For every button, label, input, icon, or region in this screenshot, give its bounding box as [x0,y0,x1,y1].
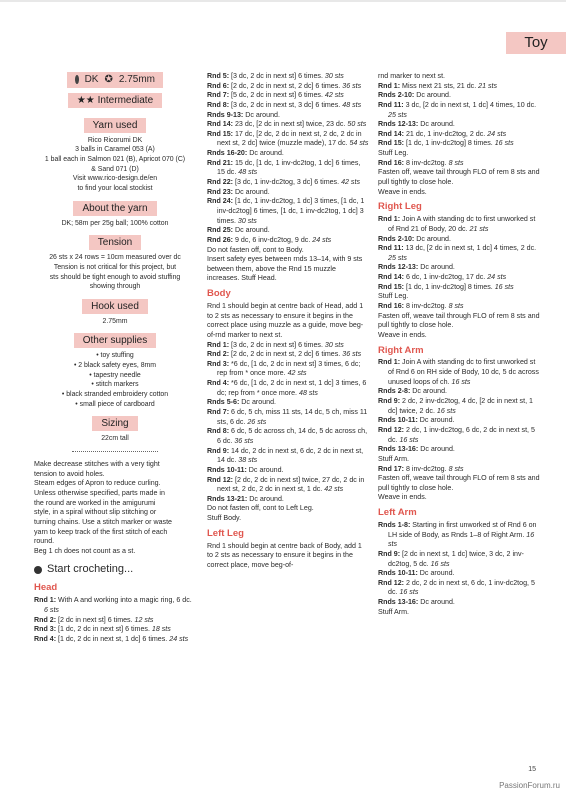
round-text: 21 dc, 1 inv-dc2tog, 2 dc. [404,129,488,138]
round-label: Rnds 13-21: [207,494,248,503]
round-label: Rnd 3: [34,625,57,634]
note-line: turning chains. Use a stitch marker or waste [34,517,172,526]
round-text: Dc around. [418,263,455,272]
round-label: Rnd 5: [207,72,230,80]
instruction-line [378,235,540,245]
note-line: style, in a spiral without slip stitching or [34,508,157,517]
instruction-line [378,91,540,101]
round-label: Rnd 11: [378,100,404,109]
paragraph: Rnd 1 should begin at centre back of Head, add 1 to 2 sts as necessary to ensure it begins in the correct place using muzzle as a guide, move beg-of-rnd marker to next st. [207,302,364,339]
round-label: Rnds 10-11: [378,569,418,578]
yarn-weight: DK [84,74,99,85]
round-label: Rnd 1: [378,215,401,224]
round-text: Dc around. [247,149,284,158]
info-section [34,118,196,194]
round-label: Rnds 2-10: [378,91,415,100]
instruction-line [207,101,369,111]
note-line: Make decrease stitches with a very tight [34,460,160,469]
round-text: [1 dc, 2 dc in next st] 6 times. [56,625,152,634]
instruction-line [207,82,369,92]
round-label: Rnd 1: [378,358,401,367]
start-crocheting-heading [34,562,196,577]
round-text: [2 dc in next st] 6 times. [56,615,135,624]
round-label: Rnds 16-20: [207,149,248,158]
instruction-line [378,101,540,120]
info-section [34,416,196,444]
column-1 [34,72,196,772]
instruction-line [207,159,369,178]
round-text: Join A with standing dc to first unworked st of Rnd 6 on RH side of Body, 10 dc, 5 dc across unused loops of ch. [388,358,539,386]
info-sections [34,118,196,444]
section-line: & Sand 071 (D) [91,165,139,173]
stitch-count: 24 sts [487,129,507,138]
round-text: Miss next 21 sts, 21 dc. [400,81,479,90]
stitch-count: 54 sts [349,139,369,148]
stitch-count: 12 sts [134,615,154,624]
round-text: [2 dc, 2 dc in next st] twice, 27 dc, 2 dc in next st, 2 dc, 2 dc in next st, 1 dc. [217,475,365,494]
section-line: 26 sts x 24 rows = 10cm measured over dc [49,254,181,262]
round-label: Rnd 26: [207,235,234,244]
instruction-line [207,226,369,236]
round-label: Rnd 14: [378,129,405,138]
instruction-line [207,447,369,466]
stitch-count: 16 sts [399,588,419,597]
round-text: 2 dc, 1 inv-dc2tog, 6 dc, 2 dc in next st, 5 dc. [388,425,535,444]
round-label: Rnd 4: [34,634,57,643]
section-text [34,253,196,292]
round-text: 6 dc, 5 dc across ch, 14 dc, 5 dc across ch, 6 dc. [217,427,368,445]
round-label: Rnd 15: [378,282,405,291]
round-label: Rnds 1-8: [378,520,411,529]
round-label: Rnds 5-6: [207,398,240,407]
top-edge-line [0,0,566,2]
instruction-line [378,445,540,455]
stitch-count: 48 sts [342,100,362,109]
round-text: *6 dc, [1 dc, 2 dc in next st] 3 times, 6 dc; rep from * once more. [217,359,361,378]
instruction-line [378,273,540,283]
instruction-line [378,358,540,387]
notes [34,460,196,556]
stitch-count: 50 sts [347,120,367,129]
round-text: Dc around. [246,465,284,474]
section-line: • tapestry needle [89,371,141,379]
hook-size: 2.75mm [118,74,155,85]
stitch-count: 21 sts [469,224,489,233]
paragraph: Stuff Arm. [378,607,410,616]
column-2 [207,72,369,772]
round-label: Rnd 6: [207,81,230,90]
section-line: • 2 black safety eyes, 8mm [73,362,157,370]
round-text: [5 dc, 2 dc in next st] 6 times. [229,91,325,100]
paragraph: Weave in ends. [378,187,427,196]
instruction-line [378,283,540,293]
instruction-line [207,341,369,351]
stitch-count: 25 sts [388,253,407,262]
instruction-line [207,398,369,408]
note-line: round. [34,537,55,546]
stitch-count: 16 sts [494,139,514,148]
stitch-count: 16 sts [430,559,450,568]
info-section [34,333,196,409]
section-text [34,136,196,194]
instruction-line [207,72,369,82]
round-label: Rnd 22: [207,178,234,187]
category-tag: Toy [506,32,566,54]
paragraph: Do not fasten off, cont to Body. [207,245,304,254]
stitch-count: 6 sts [44,605,59,614]
section-line: • toy stuffing [96,352,134,360]
stitch-count: 42 sts [287,369,307,378]
stitch-count: 25 sts [388,110,407,119]
round-label: Rnd 4: [207,379,230,388]
round-text: 8 inv-dc2tog. [404,302,449,310]
instruction-line [378,521,540,550]
round-label: Rnd 2: [207,350,230,359]
section-line: DK; 58m per 25g ball; 100% cotton [61,219,169,227]
note-line: Beg 1 ch does not count as a st. [34,546,136,555]
instruction-line [378,263,540,273]
note-line: the round are worked in the amigurumi [34,498,156,507]
stitch-count: 8 sts [448,464,464,473]
section-heading: Right Leg [378,201,422,213]
star-icon: ★★ [76,94,95,106]
instruction-line [207,197,369,226]
paragraph: Fasten off, weave tail through FLO of rem 8 sts and pull tightly to close hole. [378,168,540,187]
section-heading: Left Arm [378,507,417,519]
instruction-line [34,625,196,635]
section-line: 22cm tall [101,435,129,443]
stitch-count: 24 sts [312,235,332,244]
round-label: Rnd 23: [207,187,234,196]
round-text: [1 dc, 2 dc in next st, 1 dc] 6 times. [56,634,170,643]
instruction-line [207,379,369,398]
instruction-line [207,427,369,446]
instruction-line [207,188,369,198]
round-label: Rnd 1: [34,596,57,605]
stitch-count: 16 sts [451,377,471,386]
section-heading: Body [207,288,231,300]
instruction-line [378,302,540,312]
info-section [34,235,196,292]
section-text [34,317,196,327]
round-label: Rnd 16: [378,158,405,167]
stitch-count: 24 sts [487,273,507,282]
section-line: • small piece of cardboard [75,400,155,408]
column-3 [378,72,540,752]
instruction-line [378,82,540,92]
round-label: Rnd 16: [378,302,405,310]
round-text: 2 dc, 2 dc in next st, 6 dc, 1 inv-dc2tog, 5 dc. [388,578,535,597]
round-label: Rnd 3: [207,359,230,368]
round-label: Rnd 24: [207,197,234,206]
stitch-count: 16 sts [388,530,535,549]
paragraph: Stuff Leg. [378,292,409,301]
round-text: Dc around. [239,398,276,407]
section-line: • black stranded embroidery cotton [61,391,169,399]
hook-icon: ✪ [104,74,113,85]
site-watermark: PassionForum.ru [499,781,560,791]
round-text: Dc around. [410,387,447,396]
round-label: Rnds 10-11: [207,465,247,474]
stitch-count: 16 sts [494,282,514,291]
instruction-line [378,569,540,579]
instruction-line [207,350,369,360]
instruction-line [34,616,196,626]
stitch-count: 8 sts [448,302,464,310]
round-text: [2 dc, 2 dc in next st, 2 dc] 6 times. [229,350,343,359]
paragraph: Do not fasten off, cont to Left Leg. [207,504,314,513]
section-line: 2.75mm [102,317,128,325]
round-text: 6 dc, 5 ch, miss 11 sts, 14 dc, 5 ch, miss 11 sts, 6 dc. [217,408,368,426]
skill-level-pill [68,93,162,108]
section-line: 3 balls in Caramel 053 (A) [75,146,155,154]
round-text: *6 dc, [1 dc, 2 dc in next st, 1 dc] 3 times, 6 dc; rep from * once more. [217,379,367,397]
round-label: Rnd 15: [378,139,405,148]
section-line: to find your local stockist [77,184,153,192]
instruction-line [207,91,369,101]
stitch-count: 42 sts [324,91,344,100]
round-text: Join A with standing dc to first unworked st of Rnd 21 of Body, 20 dc. [388,215,536,233]
round-label: Rnd 8: [207,100,230,109]
round-text: Dc around. [414,234,451,243]
paragraph: Stuff Arm. [378,454,410,463]
round-text: Dc around. [418,598,455,607]
note-line: yarn to keep track of the first stitch of each [34,527,168,536]
paragraph: rnd marker to next st. [378,72,446,80]
round-text: 14 dc, 2 dc in next st, 6 dc, 2 dc in next st, 14 dc. [217,446,364,465]
instruction-line [34,635,196,645]
instruction-line [378,550,540,569]
stitch-count: 48 sts [238,168,258,177]
round-text: With A and working into a magic ring, 6 dc. [56,596,192,605]
round-label: Rnds 12-13: [378,120,419,129]
instruction-line [34,596,196,615]
instruction-line [378,139,540,149]
round-text: 13 dc, [2 dc in next st, 1 dc] 4 times, 2 dc. [403,244,537,253]
paragraph: Fasten off, weave tail through FLO of rem 8 sts and pull tightly to close hole. [378,311,540,330]
round-text: Dc around. [233,187,270,196]
round-text: [1 dc, 1 inv-dc2tog] 8 times. [404,282,495,291]
stitch-count: 48 sts [299,388,318,397]
instruction-line [207,236,369,246]
section-text [34,219,196,229]
round-text: [1 dc, 1 inv-dc2tog, 1 dc] 3 times, [1 dc, 1 inv-dc2tog] 6 times, [1 dc, 1 inv-dc2tog, 1 dc] 3 times. [217,197,365,225]
paragraph: Weave in ends. [378,330,427,339]
round-label: Rnd 25: [207,226,234,235]
section-heading: Left Leg [207,527,244,539]
round-label: Rnds 10-11: [378,416,418,425]
stitch-count: 30 sts [324,72,344,80]
round-label: Rnd 9: [378,397,401,406]
section-line: Visit www.rico-design.de/en [72,175,158,183]
stitch-count: 42 sts [341,178,360,187]
section-title-pill: Other supplies [74,333,156,348]
skill-level-label: Intermediate [97,94,154,106]
paragraph: Insert safety eyes between rnds 13–14, with 9 sts between them, above the Rnd 15 muzzle increases. Stuff Head. [207,255,363,283]
instruction-line [207,149,369,159]
bullet-icon [34,566,42,574]
stitch-count: 36 sts [234,436,254,445]
round-label: Rnd 14: [207,120,234,129]
round-text: [2 dc in next st, 1 dc] twice, 3 dc, 2 inv-dc2tog, 5 dc. [388,549,524,568]
section-line: showing through [89,283,141,291]
section-text [34,351,196,409]
dotted-divider [72,451,158,452]
round-label: Rnds 13-16: [378,445,419,454]
stitch-count: 26 sts [247,417,267,426]
instruction-line [207,495,369,505]
round-text: Dc around. [233,226,270,235]
round-text: 9 dc, 6 inv-dc2tog, 9 dc. [233,235,313,244]
round-label: Rnd 12: [378,578,405,587]
instruction-line [378,465,540,475]
round-label: Rnds 12-13: [378,263,419,272]
page-number: 15 [528,766,536,774]
instruction-line [207,111,369,121]
section-heading: Right Arm [378,344,424,356]
instruction-line [207,130,369,149]
note-line: tension to avoid holes. [34,469,105,478]
instruction-line [378,397,540,416]
round-text: Dc around. [418,120,455,129]
round-label: Rnd 17: [378,464,405,473]
round-text: 6 dc, 1 inv-dc2tog, 17 dc. [404,273,488,282]
round-label: Rnd 7: [207,408,230,417]
instruction-line [207,408,369,427]
section-line: 1 ball each in Salmon 021 (B), Apricot 070 (C) [44,155,186,163]
stitch-count: 24 sts [169,634,189,643]
section-text [34,434,196,444]
round-text: Dc around. [247,494,284,503]
instruction-line [378,244,540,263]
round-text: [1 dc, 1 inv-dc2tog] 8 times. [404,139,495,148]
round-text: 17 dc, [2 dc, 2 dc in next st, 2 dc, 2 dc in next st, 2 dc] twice (muzzle made), 17 dc. [217,129,362,148]
round-label: Rnd 7: [207,91,230,100]
round-text: Dc around. [417,569,455,578]
round-label: Rnd 21: [207,158,234,167]
section-title-pill: About the yarn [73,201,156,216]
round-label: Rnd 11: [378,244,404,253]
section-title-pill: Yarn used [84,118,147,133]
instruction-line [378,387,540,397]
paragraph: Weave in ends. [378,493,427,502]
start-label: Start crocheting... [47,563,134,576]
round-text: 8 inv-dc2tog. [404,158,449,167]
round-text: Starting in first unworked st of Rnd 6 on LH side of Body, as Rnds 1–8 of Right Arm. [388,520,537,539]
paragraph: Stuff Body. [207,514,242,523]
round-text: [2 dc, 2 dc in next st, 2 dc] 6 times. [229,81,343,90]
head-instructions [34,596,196,644]
round-label: Rnd 1: [207,340,230,349]
round-text: Dc around. [243,110,280,119]
instruction-line [378,579,540,598]
stitch-count: 8 sts [448,158,464,167]
stitch-count: 36 sts [342,81,362,90]
paragraph: Rnd 1 should begin at centre back of Body, add 1 to 2 sts as necessary to ensure it begins in the correct place, move beg-of- [207,541,362,569]
instruction-line [207,120,369,130]
round-text: Dc around. [414,91,451,100]
round-label: Rnd 12: [378,425,405,434]
round-text: 8 inv-dc2tog. [404,464,449,473]
note-line: Steam edges of Apron to reduce curling. [34,479,161,488]
instruction-line [207,476,369,495]
info-section [34,201,196,229]
section-line: • stitch markers [91,381,139,389]
instruction-line [378,426,540,445]
round-text: [3 dc, 2 dc in next st] 6 times. [229,72,325,80]
round-label: Rnds 2-10: [378,234,415,243]
round-text: Dc around. [418,445,455,454]
section-title-pill: Sizing [92,416,137,431]
round-label: Rnd 1: [378,81,401,90]
round-label: Rnd 8: [207,427,230,436]
round-text: 2 dc, 2 inv-dc2tog, 4 dc, [2 dc in next st, 1 dc] twice, 2 dc. [388,397,533,415]
round-label: Rnd 12: [207,475,234,484]
instruction-line [378,416,540,426]
skill-level [34,93,196,111]
paragraph: Stuff Leg. [378,149,409,158]
instruction-line [207,360,369,379]
stitch-count: 42 sts [324,485,344,494]
round-text: 23 dc, [2 dc in next st] twice, 23 dc. [233,120,348,129]
stitch-count: 38 sts [238,456,258,465]
round-label: Rnd 14: [378,273,405,282]
head-heading: Head [34,582,58,594]
instruction-line [378,120,540,130]
round-label: Rnd 9: [207,446,230,455]
round-label: Rnds 13-16: [378,598,419,607]
note-line: Unless otherwise specified, parts made in [34,488,165,497]
round-text: 3 dc, [2 dc in next st, 1 dc] 4 times, 10 dc. [403,100,537,109]
round-label: Rnds 9-13: [207,110,244,119]
round-text: Dc around. [417,416,455,425]
section-line: Tension is not critical for this project, but [53,263,177,271]
stitch-count: 18 sts [151,625,171,634]
instruction-line [378,159,540,169]
instruction-line [207,466,369,476]
instruction-line [207,178,369,188]
round-text: [3 dc, 2 dc in next st, 3 dc] 6 times. [229,100,343,109]
stitch-count: 16 sts [399,435,419,444]
round-label: Rnds 2-8: [378,387,411,396]
yarn-ball-icon [75,75,79,84]
round-text: [3 dc, 1 inv-dc2tog, 3 dc] 6 times. [233,178,342,187]
round-label: Rnd 15: [207,129,234,138]
instruction-line [378,215,540,234]
instruction-line [378,130,540,140]
info-section [34,299,196,327]
round-text: [3 dc, 2 dc in next st] 6 times. [229,340,325,349]
round-label: Rnd 9: [378,549,401,558]
stitch-count: 16 sts [436,406,456,415]
section-title-pill: Tension [89,235,141,250]
stitch-count: 30 sts [237,216,257,225]
yarn-weight-hook-row [67,72,163,88]
section-line: sts should be tight enough to avoid stuffing [49,273,181,281]
stitch-count: 30 sts [324,340,344,349]
instruction-line [378,598,540,608]
round-text: 15 dc, [1 dc, 1 inv-dc2tog, 1 dc] 6 times, 15 dc. [217,158,361,177]
stitch-count: 36 sts [342,350,362,359]
stitch-count: 21 sts [478,81,498,90]
section-line: Rico Ricorumi DK [87,136,143,144]
round-label: Rnd 2: [34,615,57,624]
section-title-pill: Hook used [82,299,148,314]
paragraph: Fasten off, weave tail through FLO of rem 8 sts and pull tightly to close hole. [378,474,540,492]
